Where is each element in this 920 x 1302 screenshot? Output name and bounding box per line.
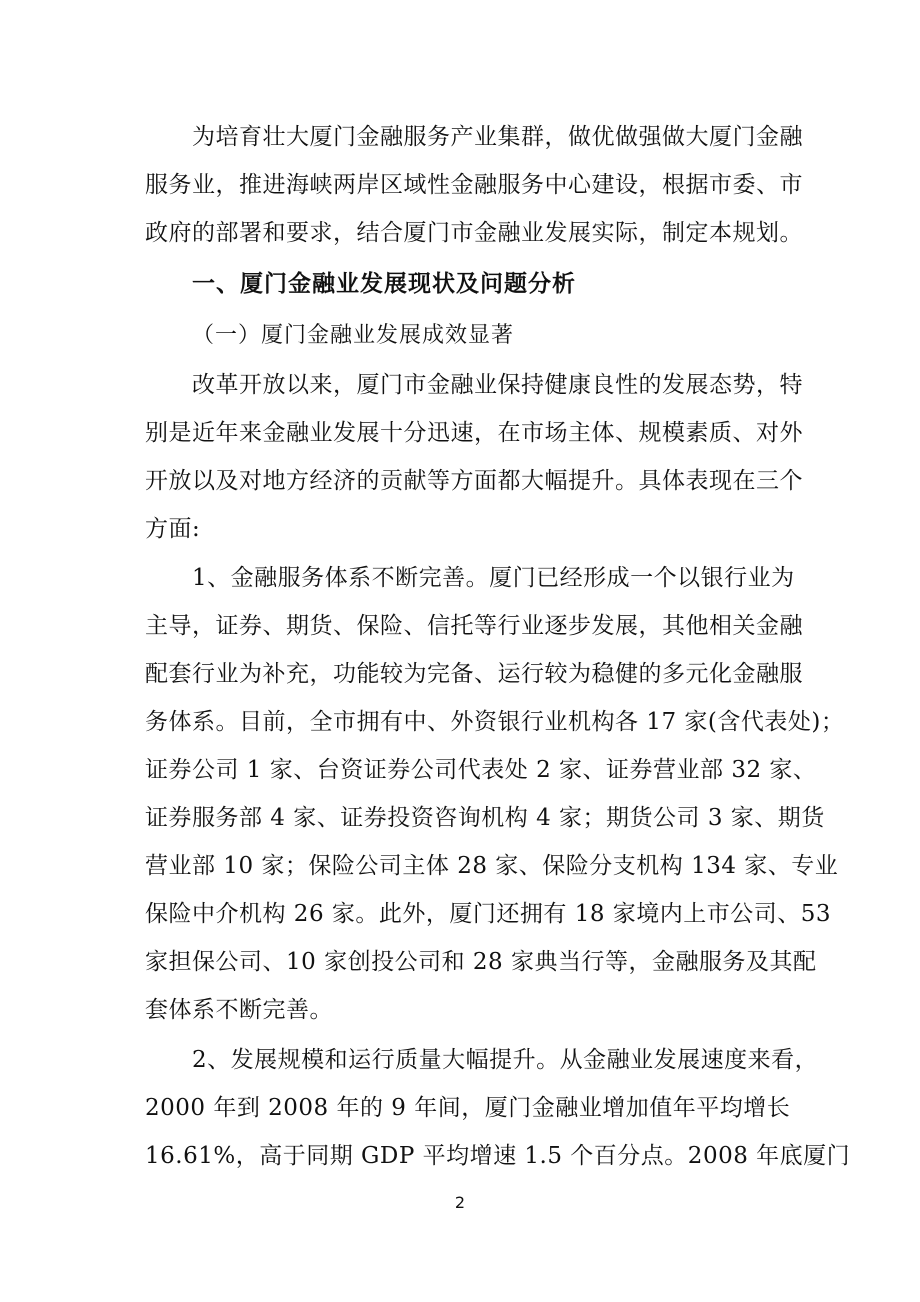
paragraph-line: 方面: <box>145 516 201 542</box>
paragraph-line: 改革开放以来，厦门市金融业保持健康良性的发展态势，特 <box>192 372 803 398</box>
section-heading: 一、厦门金融业发展现状及问题分析 <box>192 271 576 297</box>
paragraph-line: 别是近年来金融业发展十分迅速，在市场主体、规模素质、对外 <box>145 420 803 446</box>
paragraph-line: 2、发展规模和运行质量大幅提升。从金融业发展速度来看， <box>192 1047 819 1073</box>
paragraph-line: 配套行业为补充，功能较为完备、运行较为稳健的多元化金融服 <box>145 661 803 687</box>
paragraph-line: 1、金融服务体系不断完善。厦门已经形成一个以银行业为 <box>192 565 795 591</box>
intro-line: 服务业，推进海峡两岸区域性金融服务中心建设，根据市委、市 <box>145 172 803 198</box>
paragraph-line: 务体系。目前，全市拥有中、外资银行业机构各 17 家(含代表处)； <box>145 709 845 735</box>
paragraph-line: 家担保公司、10 家创投公司和 28 家典当行等，金融服务及其配 <box>145 949 817 975</box>
paragraph-line: 套体系不断完善。 <box>145 997 333 1023</box>
paragraph-line: 营业部 10 家；保险公司主体 28 家、保险分支机构 134 家、专业 <box>145 853 839 879</box>
page-number: 2 <box>454 1193 466 1212</box>
paragraph-line: 16.61%，高于同期 GDP 平均增速 1.5 个百分点。2008 年底厦门 <box>145 1143 851 1169</box>
intro-line: 为培育壮大厦门金融服务产业集群，做优做强做大厦门金融 <box>192 124 803 150</box>
paragraph-line: 2000 年到 2008 年的 9 年间，厦门金融业增加值年平均增长 <box>145 1095 791 1121</box>
paragraph-line: 保险中介机构 26 家。此外，厦门还拥有 18 家境内上市公司、53 <box>145 901 832 927</box>
paragraph-line: 证券服务部 4 家、证券投资咨询机构 4 家；期货公司 3 家、期货 <box>145 805 825 831</box>
paragraph-line: 证券公司 1 家、台资证券公司代表处 2 家、证券营业部 32 家、 <box>145 757 817 783</box>
intro-line: 政府的部署和要求，结合厦门市金融业发展实际，制定本规划。 <box>145 220 803 246</box>
paragraph-line: 开放以及对地方经济的贡献等方面都大幅提升。具体表现在三个 <box>145 468 803 494</box>
paragraph-line: 主导，证券、期货、保险、信托等行业逐步发展，其他相关金融 <box>145 613 803 639</box>
sub-heading: （一）厦门金融业发展成效显著 <box>192 323 515 348</box>
